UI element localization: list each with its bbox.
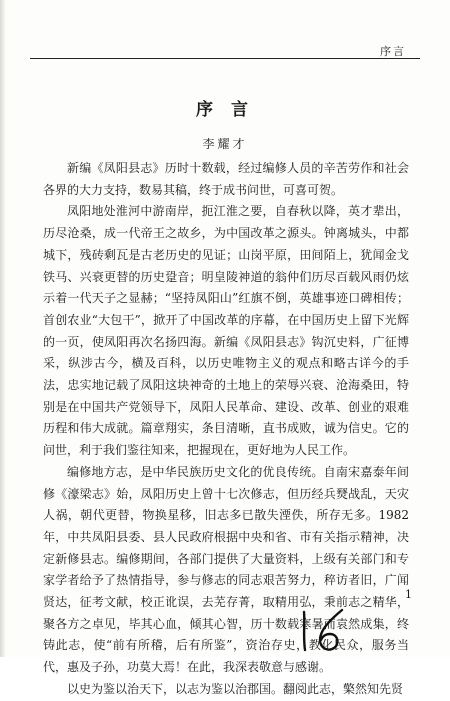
paragraph-1: 新编《凤阳县志》历时十数载，经过编修人员的辛苦劳作和社会各界的大力支持，数易其稿，终于成书问世，可喜可贺。 bbox=[43, 161, 409, 197]
page-number: 1 bbox=[405, 588, 412, 601]
page-title: 序 言 bbox=[196, 100, 254, 120]
paragraph-2: 凤阳地处淮河中游南岸，扼江淮之要，自春秋以降，英才辈出，历尽沧桑，成一代帝王之故乡，为中国改革之源头。钟离城头，中都城下，残砖剩瓦是古老历史的见证；山岗平原，田间陌上，犹闻金戈铁马、兴衰更替的历史跫音；明皇陵神道的翁仲们历尽百载风雨仍炫示着一代天子之显赫；“坚持凤阳山”红旗不倒，英雄事迹口碑相传；首创农业“大包干”，掀开了中国改革的序幕，在中国历史上留下光辉的一页，使凤阳再次名扬四海。新编《凤阳县志》钩沉史料，广征博采，纵涉古今，横及百科，以历史唯物主义的观点和略古详今的手法，忠实地记载了凤阳这块神奇的土地上的荣辱兴衰、沧海桑田，特别是在中国共产党领导下，凤阳人民革命、建设、改革、创业的艰难历程和伟大成就。篇章翔实，条目清晰，直书成败，诚为信史。它的问世，利于我们鉴往知来，把握现在，更好地为人民工作。 bbox=[43, 204, 409, 458]
paragraph-3: 编修地方志，是中华民族历史文化的优良传统。自南宋嘉泰年间修《濠梁志》始，凤阳历史上曾十七次修志，但历经兵燹战乱，天灾人祸，朝代更替，物换星移，旧志多已散失湮佚，所存无多。1982年，中共凤阳县委、县人民政府根据中央和省、市有关指示精神，决定新修县志。编修期间，各部门提供了大量资料，上级有关部门和专家学者给予了热情指导，参与修志的同志艰苦努力，稡访者旧，广闻贤达，征考文献，校正讹误，去芜存菁，取精用弘，秉前志之精华，聚各方之卓见，毕其心血，倾其心智，历十数载寒暑而袁然成集，终铸此志，使“前有所稽，后有所鉴”，资治存史，教化民众，服务当代，惠及子孙，功莫大焉！在此，我深表敬意与感谢。 bbox=[43, 464, 409, 675]
running-head: 序言 bbox=[380, 45, 406, 58]
paragraph-4: 以史为鉴以治天下，以志为鉴以治郡国。翻阅此志，檠然知先贤 bbox=[67, 681, 404, 696]
header-rule bbox=[30, 58, 420, 59]
handwritten-mark bbox=[290, 606, 360, 654]
author-name: 李耀才 bbox=[202, 137, 248, 151]
